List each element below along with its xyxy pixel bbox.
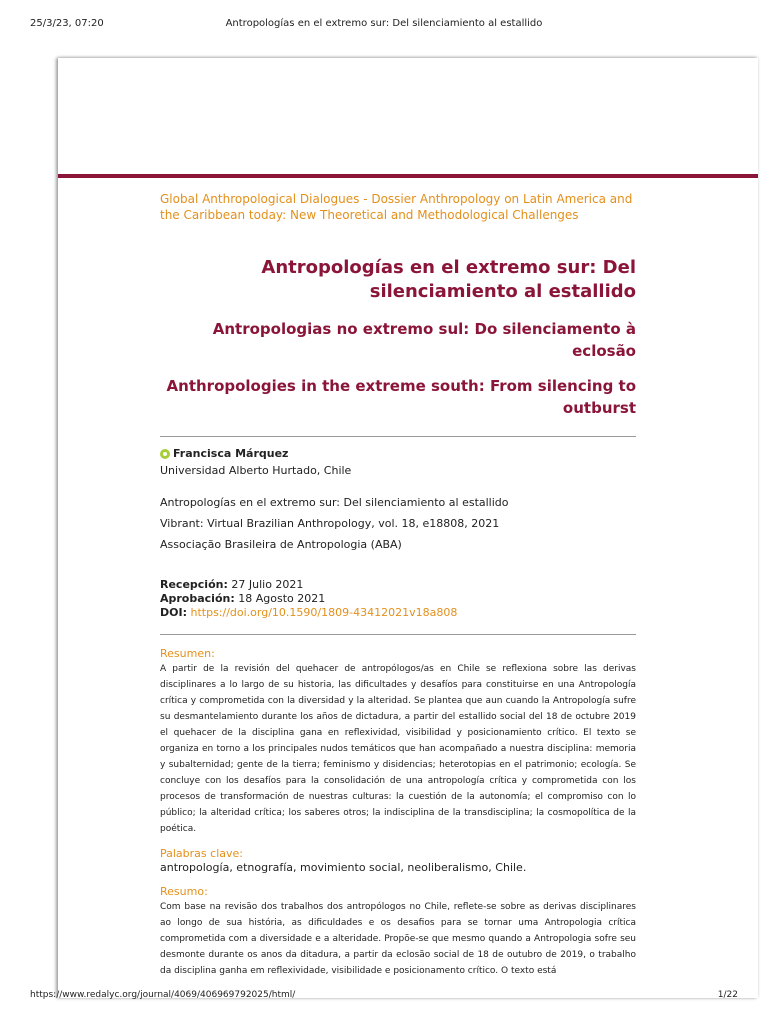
received-row xyxy=(160,578,636,592)
dates-block xyxy=(160,578,636,620)
resumen-text: A partir de la revisión del quehacer de antropólogos/as en Chile se reflexiona sobre las derivas disciplinares a lo largo de su historia, las dificultades y desafíos para constituirse en una Antropología crítica y comprometida con la diversidad y la alteridad. Se plantea que aun cuando la Antropología sufre su desmantelamiento durante los años de dictadura, a partir del estallido social del 18 de octubre 2019 el quehacer de la disciplina gana en reflexividad, visibilidad y posicionamiento crítico. El texto se organiza en torno a los principales nudos temáticos que han acompañado a nuestra disciplina: memoria y subalternidad; gente de la tierra; feminismo y disidencias; heterotopias en el patrimonio; ecología. Se concluye con los desafíos para la consolidación de una antropología crítica y comprometida con los procesos de transformación de nuestras culturas: la cuestión de la autonomía; el compromiso con lo público; la alteridad crítica; los saberes otros; la indisciplina de la transdisciplina; la cosmopolítica de la poética. xyxy=(160,664,636,834)
series-title[interactable]: Global Anthropological Dialogues - Dossier Anthropology on Latin America and the Caribbean today: New Theoretical and Methodological Challenges xyxy=(160,192,633,222)
orcid-icon[interactable] xyxy=(160,449,170,459)
divider xyxy=(160,436,636,437)
title-portuguese: Antropologias no extremo sul: Do silenciamento à eclosão xyxy=(212,320,636,360)
doi-row xyxy=(160,606,636,620)
resumo-label: Resumo: xyxy=(160,885,208,898)
citation-block xyxy=(160,496,636,559)
palabras-label: Palabras clave: xyxy=(160,847,243,860)
doi-label: DOI: xyxy=(160,606,187,619)
print-header xyxy=(30,18,738,32)
print-footer xyxy=(30,990,738,1004)
print-title: Antropologías en el extremo sur: Del silenciamiento al estallido xyxy=(225,18,543,29)
article-page xyxy=(58,58,758,998)
author-name-row[interactable] xyxy=(160,446,288,461)
divider xyxy=(160,634,636,635)
resumen-label: Resumen: xyxy=(160,647,215,660)
author-block xyxy=(160,446,636,478)
citation-publisher: Associação Brasileira de Antropologia (ABA) xyxy=(160,538,402,551)
doi-link[interactable]: https://doi.org/10.1590/1809-43412021v18a808 xyxy=(190,606,458,619)
citation-title: Antropologías en el extremo sur: Del silenciamiento al estallido xyxy=(160,496,509,509)
article-titles xyxy=(160,256,636,432)
title-english: Anthropologies in the extreme south: From silencing to outburst xyxy=(166,377,636,417)
header-rule xyxy=(58,174,758,178)
approved-label: Aprobación: xyxy=(160,592,235,605)
abstract-section xyxy=(160,647,636,985)
palabras-text: antropología, etnografía, movimiento social, neoliberalismo, Chile. xyxy=(160,861,527,874)
approved-value: 18 Agosto 2021 xyxy=(238,592,326,605)
approved-row xyxy=(160,592,636,606)
author-affiliation: Universidad Alberto Hurtado, Chile xyxy=(160,463,352,477)
citation-journal: Vibrant: Virtual Brazilian Anthropology, vol. 18, e18808, 2021 xyxy=(160,517,500,530)
author-name[interactable]: Francisca Márquez xyxy=(173,447,289,460)
received-label: Recepción: xyxy=(160,578,228,591)
received-value: 27 Julio 2021 xyxy=(231,578,304,591)
page-url: https://www.redalyc.org/journal/4069/406969792025/html/ xyxy=(30,990,296,1000)
title-spanish: Antropologías en el extremo sur: Del silenciamiento al estallido xyxy=(261,257,636,302)
page-number: 1/22 xyxy=(717,990,738,1000)
print-datetime: 25/3/23, 07:20 xyxy=(30,18,104,29)
resumo-text: Com base na revisão dos trabalhos dos antropólogos no Chile, reflete-se sobre as derivas disciplinares ao longo de sua história, as dificuldades e os desafios para se tornar uma Antropologia crítica comprometida com a diversidade e a alteridade. Propõe-se que mesmo quando a Antropologia sofre seu desmonte durante os anos da ditadura, a partir da eclosão social de 18 de outubro de 2019, o trabalho da disciplina ganha em reflexividade, visibilidade e posicionamento crítico. O texto está xyxy=(160,902,636,976)
